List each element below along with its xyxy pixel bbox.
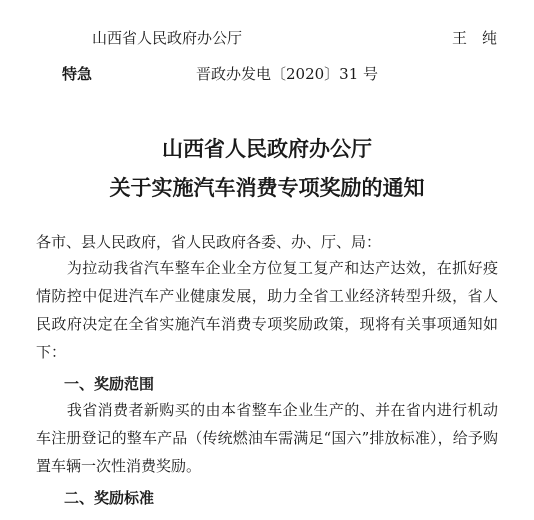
salutation: 各市、县人民政府，省人民政府各委、办、厅、局： [36, 233, 382, 251]
header-office: 山西省人民政府办公厅 [92, 29, 243, 47]
section-heading-standard: 二、奖励标准 [64, 489, 155, 507]
section-heading-scope: 一、奖励范围 [64, 375, 155, 393]
document-title-line2: 关于实施汽车消费专项奖励的通知 [109, 175, 425, 200]
urgency-label: 特急 [62, 65, 93, 83]
section-scope-paragraph: 我省消费者新购买的由本省整车企业生产的、并在省内进行机动车注册登记的整车产品（传统燃油车需满足“国六”排放标准），给予购置车辆一次性消费奖励。 [36, 401, 498, 475]
intro-paragraph: 为拉动我省汽车整车企业全方位复工复产和达产达效，在抓好疫情防控中促进汽车产业健康发展，助力全省工业经济转型升级，省人民政府决定在全省实施汽车消费专项奖励政策，现将有关事项通知如下： [36, 259, 498, 361]
header-signer: 王 纯 [452, 29, 498, 47]
document-title-line1: 山西省人民政府办公厅 [162, 136, 372, 161]
document-number: 晋政办发电〔2020〕31 号 [196, 65, 379, 83]
